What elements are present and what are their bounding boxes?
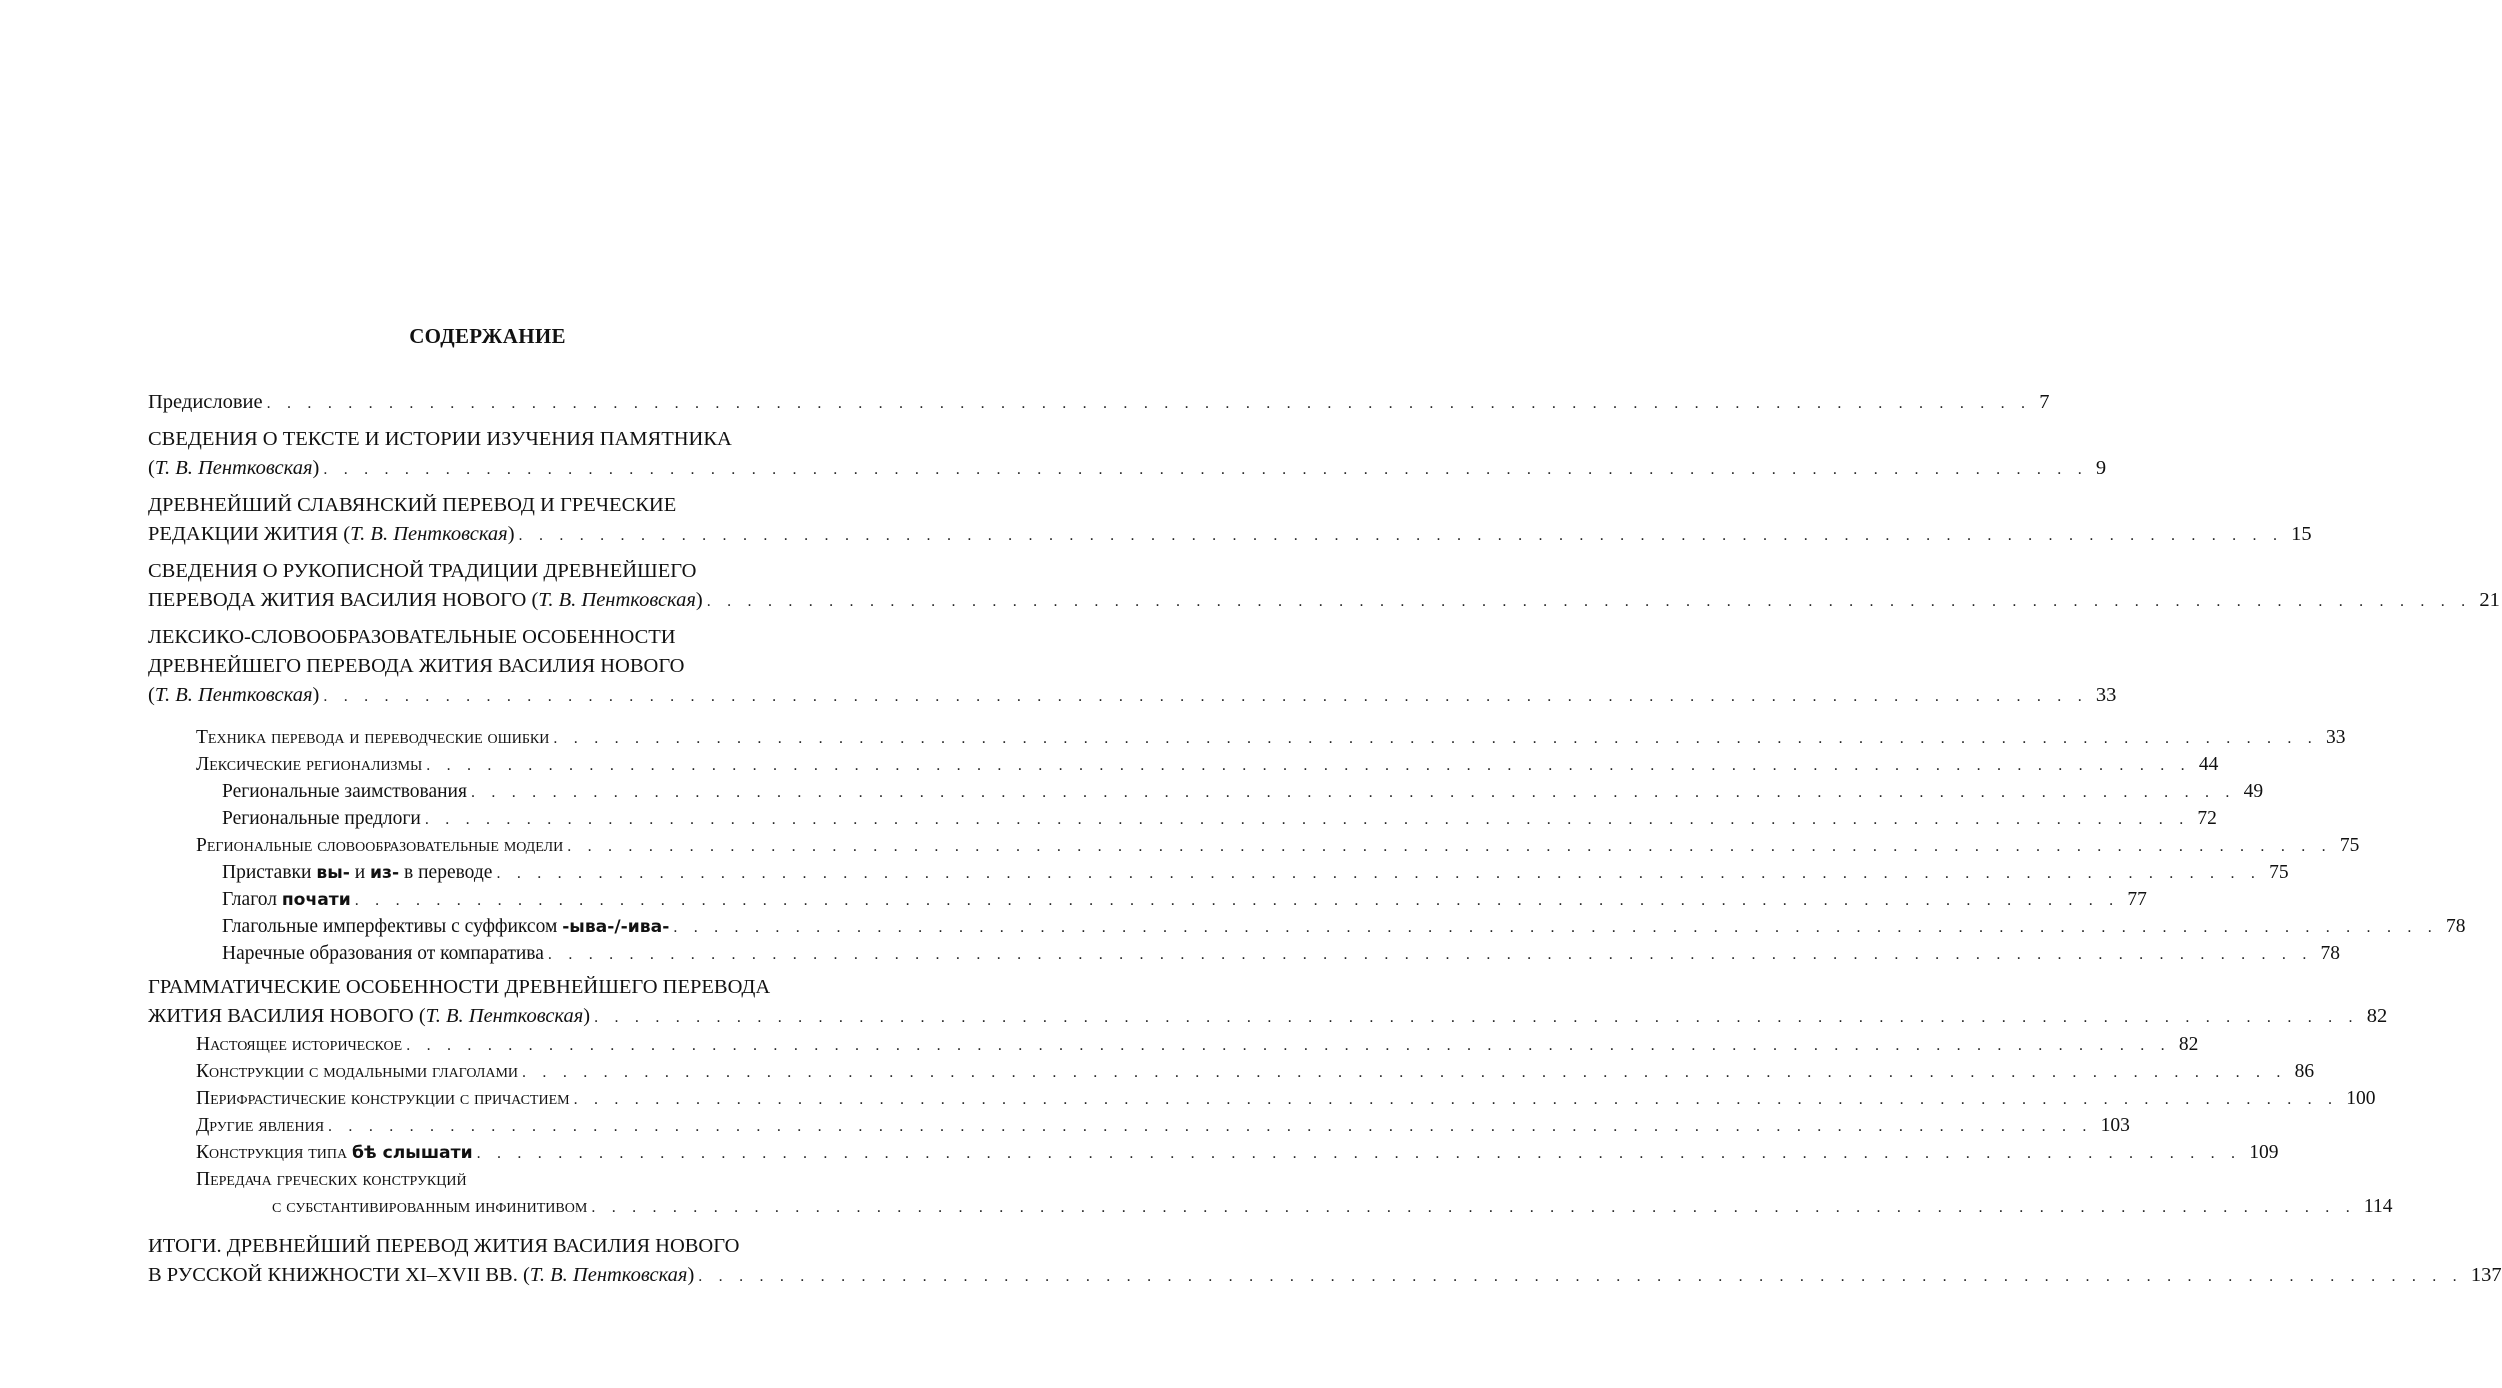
dot-leader: . . . . . . . . . . . . . . . . . . . . . . . . . . . . . . . . . . . . . . . . . . . . . . . . . . . . . . . . . . . . . . . . . . . . . . . . . . . . . . . . . . . . . . . (706, 593, 2472, 610)
author-credit: (Т. В. Пентковская) (338, 523, 515, 545)
dot-leader: . . . . . . . . . . . . . . . . . . . . . . . . . . . . . . . . . . . . . . . . . . . . . . . . . . . . . . . . . . . . . . . . . . . . . . . . . . . . . . . . . . . . . . . (328, 1118, 2093, 1135)
entry-title: ДРЕВНЕЙШИЙ СЛАВЯНСКИЙ ПЕРЕВОД И ГРЕЧЕСКИЕ (148, 494, 677, 516)
author-credit: (Т. В. Пентковская) (148, 684, 320, 706)
entry-title: Наречные образования от компаратива (222, 943, 544, 964)
toc-subsubentry[interactable] (148, 778, 2264, 805)
dot-leader: . . . . . . . . . . . . . . . . . . . . . . . . . . . . . . . . . . . . . . . . . . . . . . . . . . . . . . . . . . . . . . . . . . . . . . . . . . . . . . . . . . . . . . . (573, 1091, 2339, 1108)
page-number: 72 (2197, 808, 2217, 829)
toc-subsubentry[interactable] (148, 940, 2341, 967)
page-number: 109 (2249, 1142, 2279, 1163)
page-number: 33 (2326, 727, 2346, 748)
dot-leader: . . . . . . . . . . . . . . . . . . . . . . . . . . . . . . . . . . . . . . . . . . . . . . . . . . . . . . . . . . . . . . . . . . . . . . . . . . . . . . . . . . . . . . . (518, 527, 2284, 544)
dot-leader: . . . . . . . . . . . . . . . . . . . . . . . . . . . . . . . . . . . . . . . . . . . . . . . . . . . . . . . . . . . . . . . . . . . . . . . . . . . . . . . . . . . . . . . (547, 946, 2313, 963)
author-credit: (Т. В. Пентковская) (413, 1005, 591, 1027)
page-number: 21 (2479, 589, 2500, 611)
page-number: 49 (2243, 781, 2264, 802)
toc-subentry[interactable] (148, 832, 2360, 859)
church-slavonic-term: из- (370, 863, 400, 883)
page-number: 44 (2198, 754, 2219, 775)
entry-title: Региональные словообразовательные модели (196, 835, 564, 856)
page-number: 78 (2320, 943, 2341, 964)
dot-leader: . . . . . . . . . . . . . . . . . . . . . . . . . . . . . . . . . . . . . . . . . . . . . . . . . . . . . . . . . . . . . . . . . . . . . . . . . . . . . . . . . . . . . . . (553, 730, 2318, 747)
page-number: 78 (2445, 916, 2466, 937)
toc-subentry[interactable] (148, 1112, 2130, 1139)
dot-leader: . . . . . . . . . . . . . . . . . . . . . . . . . . . . . . . . . . . . . . . . . . . . . . . . . . . . . . . . . . . . . . . . . . . . . . . . . . . . . . . . . . . . . . . (594, 1009, 2359, 1026)
dot-leader: . . . . . . . . . . . . . . . . . . . . . . . . . . . . . . . . . . . . . . . . . . . . . . . . . . . . . . . . . . . . . . . . . . . . . . . . . . . . . . . . . . . . . . . (698, 1268, 2463, 1285)
entry-title-cont: РЕДАКЦИИ ЖИТИЯ (148, 523, 339, 545)
toc-entry-chapter-5[interactable] (148, 973, 2388, 1031)
toc-subsubentry[interactable] (148, 913, 2466, 940)
entry-title-cont: с субстантивированным инфинитивом (272, 1196, 588, 1217)
entry-title: Приставки вы- и из- в переводе (222, 862, 493, 883)
entry-title-cont: В РУССКОЙ КНИЖНОСТИ XI–XVII ВВ. (148, 1264, 518, 1286)
page-number: 15 (2291, 523, 2312, 545)
entry-title: Передача греческих конструкций (196, 1169, 467, 1190)
table-of-contents (148, 388, 2502, 1290)
entry-title: Региональные заимствования (222, 781, 467, 802)
entry-title: Предисловие (148, 391, 263, 413)
page-number: 82 (2366, 1005, 2388, 1027)
toc-subentry[interactable] (148, 751, 2219, 778)
entry-title-cont: ДРЕВНЕЙШЕГО ПЕРЕВОДА ЖИТИЯ ВАСИЛИЯ НОВОГО (148, 655, 685, 677)
entry-title: Глагольные имперфективы с суффиксом -ыва-/-ива- (222, 916, 670, 937)
toc-subsubentry[interactable] (148, 859, 2289, 886)
entry-title: ГРАММАТИЧЕСКИЕ ОСОБЕННОСТИ ДРЕВНЕЙШЕГО ПЕРЕВОДА (148, 976, 771, 998)
entry-title: Конструкции с модальными глаголами (196, 1061, 519, 1082)
page-number: 7 (2039, 391, 2050, 413)
page-number: 77 (2127, 889, 2147, 910)
entry-title: Региональные предлоги (222, 808, 421, 829)
page-number: 75 (2269, 862, 2289, 883)
dot-leader: . . . . . . . . . . . . . . . . . . . . . . . . . . . . . . . . . . . . . . . . . . . . . . . . . . . . . . . . . . . . . . . . . . . . . . . . . . . . . . . . . . . . . . . (522, 1064, 2287, 1081)
page-number: 114 (2363, 1196, 2393, 1217)
dot-leader: . . . . . . . . . . . . . . . . . . . . . . . . . . . . . . . . . . . . . . . . . . . . . . . . . . . . . . . . . . . . . . . . . . . . . . . . . . . . . . . . . . . . . . . (354, 892, 2120, 909)
toc-subentry[interactable] (148, 1166, 2393, 1220)
entry-title-cont: ПЕРЕВОДА ЖИТИЯ ВАСИЛИЯ НОВОГО (148, 589, 527, 611)
toc-entry-chapter-4[interactable] (148, 623, 2117, 710)
dot-leader: . . . . . . . . . . . . . . . . . . . . . . . . . . . . . . . . . . . . . . . . . . . . . . . . . . . . . . . . . . . . . . . . . . . . . . . . . . . . . . . . . . . . . . . (323, 461, 2088, 478)
toc-subsubentry[interactable] (148, 886, 2147, 913)
toc-subentry[interactable] (148, 724, 2346, 751)
dot-leader: . . . . . . . . . . . . . . . . . . . . . . . . . . . . . . . . . . . . . . . . . . . . . . . . . . . . . . . . . . . . . . . . . . . . . . . . . . . . . . . . . . . . . . . (406, 1037, 2171, 1054)
toc-subentry[interactable] (148, 1031, 2199, 1058)
dot-leader: . . . . . . . . . . . . . . . . . . . . . . . . . . . . . . . . . . . . . . . . . . . . . . . . . . . . . . . . . . . . . . . . . . . . . . . . . . . . . . . . . . . . . . . (266, 395, 2032, 412)
page-number: 103 (2100, 1115, 2130, 1136)
author-credit: (Т. В. Пентковская) (526, 589, 703, 611)
entry-title: СВЕДЕНИЯ О РУКОПИСНОЙ ТРАДИЦИИ ДРЕВНЕЙШЕГО (148, 560, 697, 582)
page-title: СОДЕРЖАНИЕ (409, 324, 566, 348)
church-slavonic-term: бѣ слышати (352, 1143, 473, 1163)
dot-leader: . . . . . . . . . . . . . . . . . . . . . . . . . . . . . . . . . . . . . . . . . . . . . . . . . . . . . . . . . . . . . . . . . . . . . . . . . . . . . . . . . . . . . . . (470, 784, 2236, 801)
dot-leader: . . . . . . . . . . . . . . . . . . . . . . . . . . . . . . . . . . . . . . . . . . . . . . . . . . . . . . . . . . . . . . . . . . . . . . . . . . . . . . . . . . . . . . . (426, 757, 2191, 774)
author-credit: (Т. В. Пентковская) (148, 457, 320, 479)
page-number: 75 (2339, 835, 2360, 856)
toc-subsubentry[interactable] (148, 805, 2217, 832)
entry-title: ИТОГИ. ДРЕВНЕЙШИЙ ПЕРЕВОД ЖИТИЯ ВАСИЛИЯ НОВОГО (148, 1235, 740, 1257)
entry-title: Настоящее историческое (196, 1034, 403, 1055)
dot-leader: . . . . . . . . . . . . . . . . . . . . . . . . . . . . . . . . . . . . . . . . . . . . . . . . . . . . . . . . . . . . . . . . . . . . . . . . . . . . . . . . . . . . . . . (476, 1145, 2242, 1162)
dot-leader: . . . . . . . . . . . . . . . . . . . . . . . . . . . . . . . . . . . . . . . . . . . . . . . . . . . . . . . . . . . . . . . . . . . . . . . . . . . . . . . . . . . . . . . (567, 838, 2332, 855)
entry-title: СВЕДЕНИЯ О ТЕКСТЕ И ИСТОРИИ ИЗУЧЕНИЯ ПАМЯТНИКА (148, 428, 732, 450)
dot-leader: . . . . . . . . . . . . . . . . . . . . . . . . . . . . . . . . . . . . . . . . . . . . . . . . . . . . . . . . . . . . . . . . . . . . . . . . . . . . . . . . . . . . . . . (673, 919, 2438, 936)
toc-subentry[interactable] (148, 1058, 2315, 1085)
entry-title: Лексические регионализмы (196, 754, 423, 775)
page-number: 100 (2346, 1088, 2376, 1109)
toc-entry-chapter-3[interactable] (148, 557, 2500, 615)
entry-title: Техника перевода и переводческие ошибки (196, 727, 550, 748)
page-number: 82 (2178, 1034, 2199, 1055)
entry-title: Перифрастические конструкции с причастием (196, 1088, 570, 1109)
church-slavonic-term: -ыва-/-ива- (562, 917, 670, 937)
entry-title: Глагол почати (222, 889, 351, 910)
dot-leader: . . . . . . . . . . . . . . . . . . . . . . . . . . . . . . . . . . . . . . . . . . . . . . . . . . . . . . . . . . . . . . . . . . . . . . . . . . . . . . . . . . . . . . . (424, 811, 2190, 828)
author-credit: (Т. В. Пентковская) (517, 1264, 695, 1286)
page-number: 33 (2095, 684, 2117, 706)
toc-entry-preface[interactable] (148, 388, 2050, 417)
page-number: 9 (2095, 457, 2107, 479)
entry-title: Другие явления (196, 1115, 325, 1136)
entry-title: Конструкция типа бѣ слышати (196, 1142, 473, 1163)
toc-entry-chapter-2[interactable] (148, 491, 2312, 549)
toc-subentry[interactable] (148, 1085, 2376, 1112)
toc-subentry[interactable] (148, 1139, 2279, 1166)
entry-title: ЛЕКСИКО-СЛОВООБРАЗОВАТЕЛЬНЫЕ ОСОБЕННОСТИ (148, 626, 676, 648)
church-slavonic-term: вы- (316, 863, 350, 883)
entry-title-cont: ЖИТИЯ ВАСИЛИЯ НОВОГО (148, 1005, 414, 1027)
dot-leader: . . . . . . . . . . . . . . . . . . . . . . . . . . . . . . . . . . . . . . . . . . . . . . . . . . . . . . . . . . . . . . . . . . . . . . . . . . . . . . . . . . . . . . . (323, 688, 2088, 705)
dot-leader: . . . . . . . . . . . . . . . . . . . . . . . . . . . . . . . . . . . . . . . . . . . . . . . . . . . . . . . . . . . . . . . . . . . . . . . . . . . . . . . . . . . . . . . (591, 1199, 2356, 1216)
toc-entry-chapter-1[interactable] (148, 425, 2107, 483)
page-number: 137 (2470, 1264, 2502, 1286)
page-number: 86 (2294, 1061, 2315, 1082)
church-slavonic-term: почати (281, 890, 351, 910)
toc-entry-chapter-6[interactable] (148, 1232, 2502, 1290)
dot-leader: . . . . . . . . . . . . . . . . . . . . . . . . . . . . . . . . . . . . . . . . . . . . . . . . . . . . . . . . . . . . . . . . . . . . . . . . . . . . . . . . . . . . . . . (496, 865, 2262, 882)
